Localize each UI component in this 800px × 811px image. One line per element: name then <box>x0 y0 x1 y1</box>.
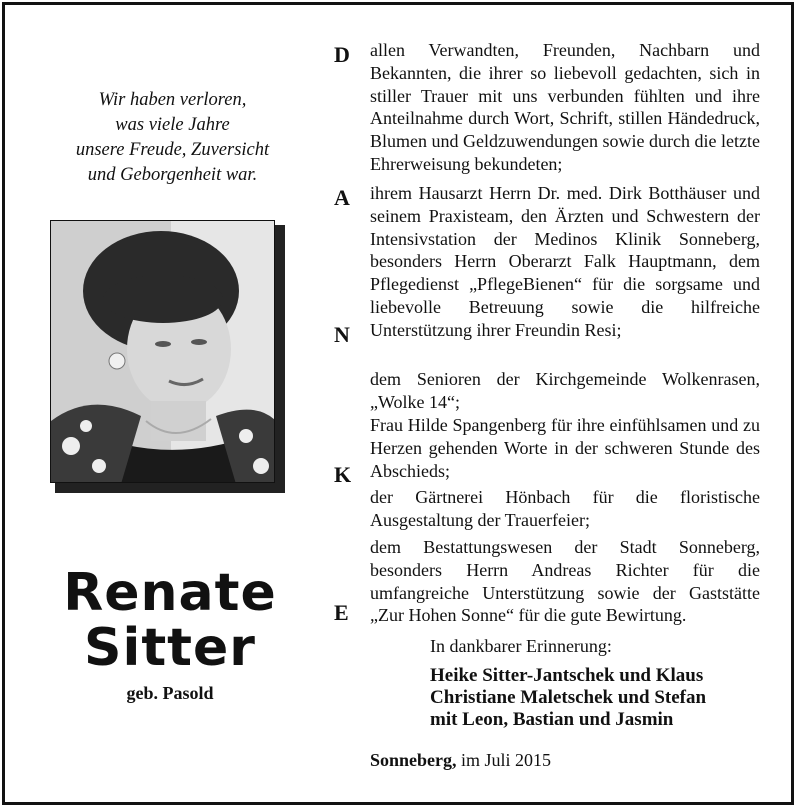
initial-letter: D <box>334 42 350 67</box>
paragraph-text: dem Senioren der Kirchgemeinde Wolkenrasen, „Wolke 14“; <box>370 369 760 412</box>
paragraph-text: allen Verwandten, Freunden, Nachbarn und Bekannten, die ihrer so liebevoll gedachten, sich in stiller Trauer mit uns verbunden fühlten und ihre Anteilnahme durch Wort, Schrift, stillen Händedruck, Blumen und Geldzuwendungen sowie durch die letzte Ehrerweisung bekundeten; <box>370 40 760 174</box>
signature-line: Christiane Maletschek und Stefan <box>430 687 707 708</box>
initial-letter: K <box>334 462 352 487</box>
paragraph-text: der Gärtnerei Hönbach für die floristische Ausgestaltung der Trauerfeier; <box>370 487 760 530</box>
place-date <box>370 750 551 771</box>
initial-letter: N <box>334 322 350 347</box>
birth-name: geb. Pasold <box>126 683 214 703</box>
poem-line: was viele Jahre <box>115 115 230 135</box>
place: Sonneberg, <box>370 750 457 770</box>
paragraph-text: ihrem Hausarzt Herrn Dr. med. Dirk Botthäuser und seinem Praxisteam, den Ärzten und Schwestern der Intensivstation der Medinos Klinik Sonneberg, besonders Herrn Oberarzt Falk Hauptmann, dem Pflegedienst „PflegeBienen“ für die sorgsame und liebevolle Betreuung sowie die hilfreiche Unterstützung ihrer Freundin Resi; <box>370 183 760 340</box>
date: im Juli 2015 <box>461 750 552 770</box>
paragraph-text: dem Bestattungswesen der Stadt Sonneberg, besonders Herrn Andreas Richter für die umfangreiche Unterstützung sowie der Gaststätte „Zur Hohen Sonne“ für die gute Bewirtung. <box>370 537 760 626</box>
thanks-paragraph <box>370 486 760 532</box>
initial-letter: A <box>334 185 350 210</box>
paragraph-text: Frau Hilde Spangenberg für ihre einfühlsamen und zu Herzen gehenden Worte in der schweren Stunde des Abschieds; <box>370 415 760 481</box>
portrait-photo <box>50 220 280 488</box>
thanks-paragraph <box>370 368 760 414</box>
poem <box>40 88 305 188</box>
deceased-last-name: Sitter <box>84 618 256 678</box>
thanks-paragraph <box>370 536 760 627</box>
thanks-paragraph <box>370 414 760 482</box>
deceased-first-name: Renate <box>63 563 277 623</box>
thanks-paragraph <box>370 182 760 342</box>
closing-line: In dankbarer Erinnerung: <box>430 636 612 656</box>
initial-letter: E <box>334 600 349 625</box>
thanks-paragraph <box>370 39 760 176</box>
signature-line: Heike Sitter-Jantschek und Klaus <box>430 665 704 686</box>
portrait-illustration <box>51 221 275 483</box>
signature-line: mit Leon, Bastian und Jasmin <box>430 709 674 730</box>
poem-line: unsere Freude, Zuversicht <box>75 140 270 160</box>
poem-line: Wir haben verloren, <box>98 90 247 110</box>
poem-line: und Geborgenheit war. <box>87 165 258 185</box>
signatures <box>430 665 706 731</box>
photo-image <box>50 220 275 483</box>
